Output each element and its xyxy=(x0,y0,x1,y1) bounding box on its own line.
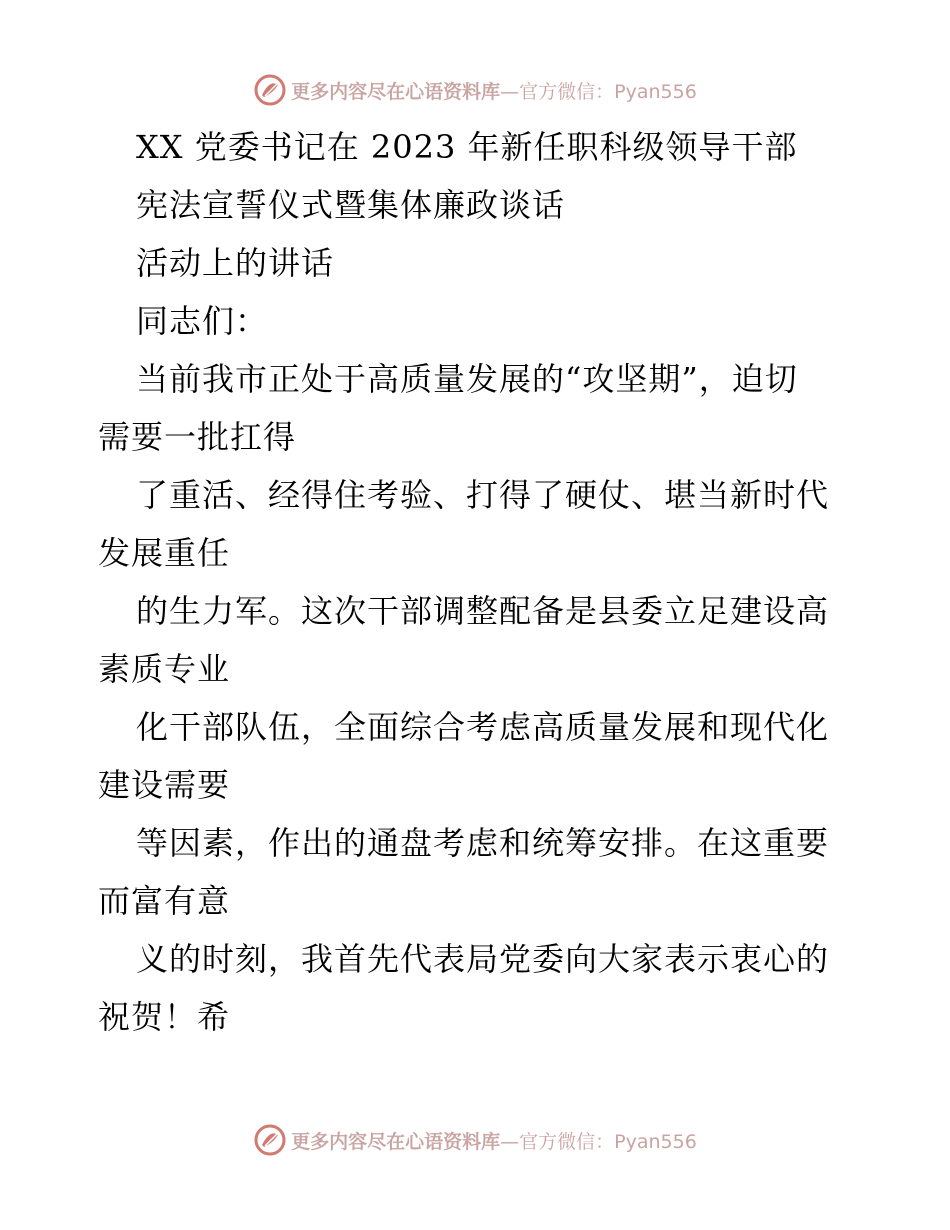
body-line: 义的时刻，我首先代表局党委向大家表示衷心的 xyxy=(136,940,830,978)
body-line: 等因素，作出的通盘考虑和统筹安排。在这重要 xyxy=(136,824,830,862)
body-line: 而富有意 xyxy=(98,882,231,920)
brand-logo-icon xyxy=(253,73,287,107)
watermark-text xyxy=(291,1127,697,1154)
watermark-main: 更多内容尽在心语资料库 xyxy=(291,1130,501,1153)
document-body xyxy=(98,118,858,1046)
speech-paragraphs xyxy=(98,350,858,1046)
watermark-suffix: 官方微信：Pyan556 xyxy=(519,80,697,103)
header-watermark xyxy=(0,70,950,110)
watermark-suffix: 官方微信：Pyan556 xyxy=(519,1130,697,1153)
title-line: XX 党委书记在 2023 年新任职科级领导干部 xyxy=(136,128,798,166)
watermark-dash: — xyxy=(500,80,520,103)
watermark-text xyxy=(291,77,697,104)
body-line: 发展重任 xyxy=(98,534,231,572)
brand-logo-icon xyxy=(253,1123,287,1157)
body-line: 的生力军。这次干部调整配备是县委立足建设高 xyxy=(136,592,830,630)
body-line: 化干部队伍，全面综合考虑高质量发展和现代化 xyxy=(136,708,830,746)
body-line: 建设需要 xyxy=(98,766,231,804)
salutation: 同志们： xyxy=(136,302,269,340)
body-line: 需要一批扛得 xyxy=(98,418,297,456)
watermark-dash: — xyxy=(500,1130,520,1153)
title-line: 宪法宣誓仪式暨集体廉政谈话 xyxy=(136,186,566,224)
body-line: 祝贺！希 xyxy=(98,998,231,1036)
footer-watermark xyxy=(0,1120,950,1160)
body-line: 当前我市正处于高质量发展的“攻坚期”，迫切 xyxy=(136,360,798,398)
body-line: 了重活、经得住考验、打得了硬仗、堪当新时代 xyxy=(136,476,830,514)
title-line: 活动上的讲话 xyxy=(136,244,335,282)
body-line: 素质专业 xyxy=(98,650,231,688)
watermark-main: 更多内容尽在心语资料库 xyxy=(291,80,501,103)
